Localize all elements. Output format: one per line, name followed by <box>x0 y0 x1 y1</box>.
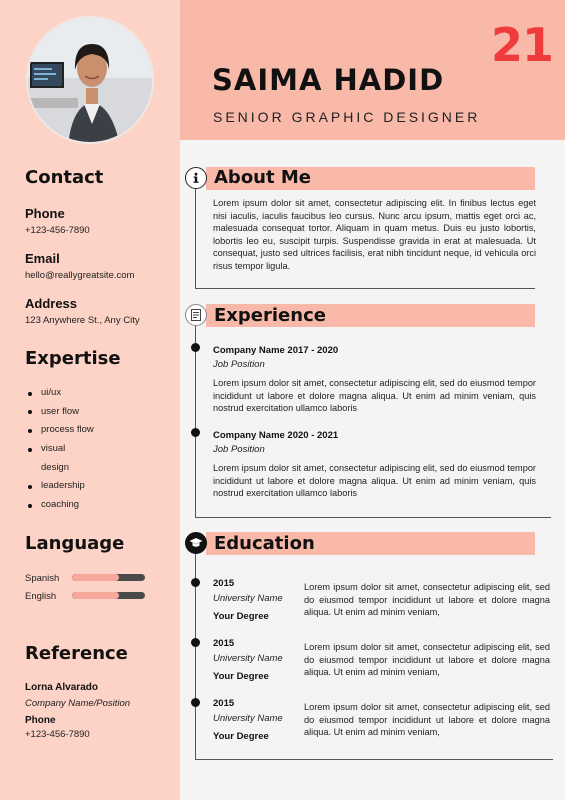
contact-heading: Contact <box>25 167 104 188</box>
education-university: University Name <box>213 713 283 724</box>
timeline-dot <box>191 578 200 587</box>
graduation-cap-icon <box>185 532 207 554</box>
address-value: 123 Anywhere St., Any City <box>25 315 140 326</box>
expertise-heading: Expertise <box>25 348 121 369</box>
page-number: 21 <box>490 18 553 72</box>
reference-phone: +123-456-7890 <box>25 729 90 740</box>
email-label: Email <box>25 251 60 266</box>
education-year: 2015 <box>213 578 235 589</box>
education-divider <box>195 759 553 760</box>
timeline-dot <box>191 343 200 352</box>
experience-timeline-line <box>195 326 196 517</box>
reference-heading: Reference <box>25 643 128 664</box>
expertise-list <box>27 384 94 515</box>
list-item: ui/ux <box>27 384 94 403</box>
education-description: Lorem ipsum dolor sit amet, consectetur adipiscing elit, sed do eiusmod tempor incididunt ut labore et dolore magna aliqua. Ut enim ad minim veniam, <box>304 582 550 618</box>
list-item: visual <box>27 440 94 459</box>
job-description: Lorem ipsum dolor sit amet, consectetur adipiscing elit, sed do eiusmod tempor incididunt ut labore et dolore magna aliqua. Ut enim ad minim veniam, quis nostrud exercitation ullamco laboris <box>213 378 536 414</box>
about-heading: About Me <box>214 167 311 188</box>
language-name: English <box>25 591 57 602</box>
experience-heading: Experience <box>214 305 326 326</box>
education-year: 2015 <box>213 698 235 709</box>
address-label: Address <box>25 296 78 311</box>
job-company: Company Name 2020 - 2021 <box>213 430 339 441</box>
education-degree: Your Degree <box>213 731 269 742</box>
reference-name: Lorna Alvarado <box>25 682 98 693</box>
about-timeline-line <box>195 189 196 288</box>
experience-divider <box>195 517 551 518</box>
about-text: Lorem ipsum dolor sit amet, consectetur adipiscing elit. In finibus lectus eget nisi iaculis, iaculis faucibus leo cursus. Nunc arcu ipsum, mattis eget orci ac, malesuada consequat tortor. Aliquam in quam metus. Duis eu justo lobortis, lobortis leo eu, suscipit turpis. Suspendisse gravida in erat at malesuada. Ut consequat, justo sed ultrices facilisis, erat nibh tincidunt neque, id vehicula orci risus tempor ligula. <box>213 198 536 271</box>
reference-phone-label: Phone <box>25 715 56 726</box>
timeline-dot <box>191 638 200 647</box>
phone-label: Phone <box>25 206 65 221</box>
job-description: Lorem ipsum dolor sit amet, consectetur adipiscing elit, sed do eiusmod tempor incididunt ut labore et dolore magna aliqua. Ut enim ad minim veniam, quis nostrud exercitation ullamco laboris <box>213 463 536 499</box>
reference-position: Company Name/Position <box>25 698 131 709</box>
candidate-name: SAIMA HADID <box>212 63 445 97</box>
education-university: University Name <box>213 593 283 604</box>
education-degree: Your Degree <box>213 611 269 622</box>
list-item: user flow <box>27 403 94 422</box>
language-heading: Language <box>25 533 125 554</box>
timeline-dot <box>191 698 200 707</box>
language-level-bar <box>72 574 145 581</box>
language-level-fill <box>72 592 119 599</box>
job-position: Job Position <box>213 444 265 455</box>
job-position: Job Position <box>213 359 265 370</box>
list-item: process flow <box>27 421 94 440</box>
language-name: Spanish <box>25 573 60 584</box>
info-icon <box>185 167 207 189</box>
language-level-bar <box>72 592 145 599</box>
list-item: design <box>41 461 69 473</box>
profile-photo <box>26 16 154 144</box>
education-degree: Your Degree <box>213 671 269 682</box>
list-item: leadership <box>27 477 94 496</box>
job-company: Company Name 2017 - 2020 <box>213 345 339 356</box>
phone-value: +123-456-7890 <box>25 225 90 236</box>
candidate-title: SENIOR GRAPHIC DESIGNER <box>213 109 481 125</box>
about-divider <box>195 288 535 289</box>
education-description: Lorem ipsum dolor sit amet, consectetur adipiscing elit, sed do eiusmod tempor incididunt ut labore et dolore magna aliqua. Ut enim ad minim veniam, <box>304 642 550 678</box>
timeline-dot <box>191 428 200 437</box>
email-value[interactable]: hello@reallygreatsite.com <box>25 270 135 281</box>
education-year: 2015 <box>213 638 235 649</box>
document-icon <box>185 304 207 326</box>
education-university: University Name <box>213 653 283 664</box>
education-description: Lorem ipsum dolor sit amet, consectetur adipiscing elit, sed do eiusmod tempor incididunt ut labore et dolore magna aliqua. Ut enim ad minim veniam, <box>304 702 550 738</box>
education-heading: Education <box>214 533 315 554</box>
list-item: coaching <box>27 496 94 515</box>
language-level-fill <box>72 574 119 581</box>
